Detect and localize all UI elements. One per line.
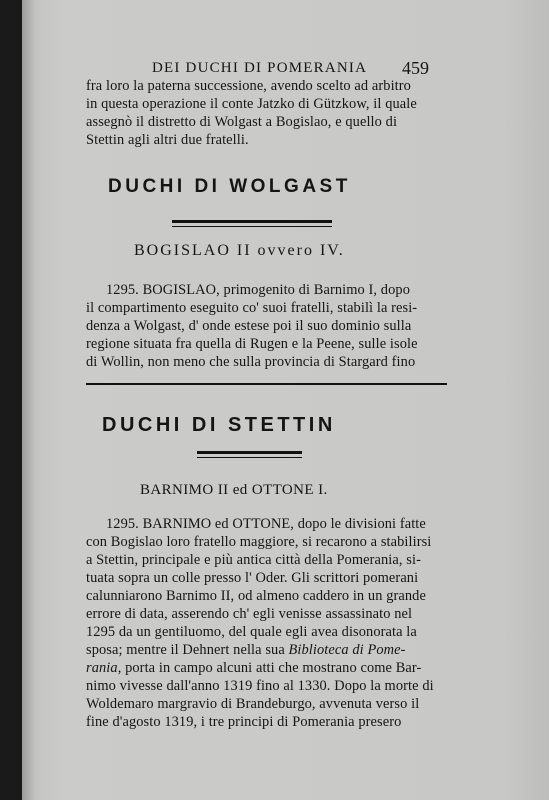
- text-line: 1295 da un gentiluomo, del quale egli avea disonorata la: [86, 624, 417, 640]
- book-page: [22, 0, 549, 800]
- text-line: [86, 642, 406, 659]
- running-title: DEI DUCHI DI POMERANIA: [152, 60, 368, 76]
- double-rule: [197, 451, 302, 454]
- text-line: assegnò il distretto di Wolgast a Bogislao, e quello di: [86, 114, 398, 130]
- text-line: in questa operazione il conte Jatzko di Gützkow, il quale: [86, 96, 417, 112]
- text-line: errore di data, asserendo ch' egli venisse assassinato nel: [86, 606, 413, 622]
- text-line: denza a Wolgast, d' onde estese poi il suo dominio sulla: [86, 318, 412, 334]
- text-line: tuata sopra un colle presso l' Oder. Gli scrittori pomerani: [86, 570, 419, 586]
- text-line: con Bogislao loro fratello maggiore, si recarono a stabilirsi: [86, 534, 432, 550]
- section-divider: [86, 383, 447, 385]
- text-line: fine d'agosto 1319, i tre principi di Pomerania presero: [86, 714, 402, 730]
- text-span: , porta in campo alcuni atti che mostrano come Bar-: [117, 660, 422, 676]
- section-subtitle: BARNIMO II ed OTTONE I.: [140, 482, 328, 498]
- section-title: DUCHI DI STETTIN: [102, 414, 336, 436]
- section-subtitle: BOGISLAO II ovvero IV.: [134, 242, 345, 259]
- text-line: 1295. BARNIMO ed OTTONE, dopo le divisioni fatte: [106, 516, 426, 532]
- text-line: di Wollin, non meno che sulla provincia di Stargard fino: [86, 354, 416, 370]
- text-line: nimo vivesse dall'anno 1319 fino al 1330. Dopo la morte di: [86, 678, 434, 694]
- text-line: [86, 660, 421, 677]
- book-title-italic: Biblioteca di Pome-: [288, 642, 406, 658]
- text-line: a Stettin, principale e più antica città della Pomerania, si-: [86, 552, 421, 568]
- text-span: sposa; mentre il Dehnert nella sua: [86, 642, 289, 658]
- text-line: calunniarono Barnimo II, od almeno caddero in un grande: [86, 588, 426, 604]
- text-line: Woldemaro margravio di Brandeburgo, avvenuta verso il: [86, 696, 420, 712]
- double-rule: [172, 220, 332, 223]
- text-line: regione situata fra quella di Rugen e la Peene, sulle isole: [86, 336, 418, 352]
- page-number: 459: [402, 58, 429, 78]
- double-rule: [172, 226, 332, 227]
- double-rule: [197, 457, 302, 458]
- text-line: Stettin agli altri due fratelli.: [86, 132, 249, 148]
- section-title: DUCHI DI WOLGAST: [108, 176, 351, 197]
- text-line: fra loro la paterna successione, avendo scelto ad arbitro: [86, 78, 411, 94]
- book-title-italic: rania: [86, 660, 118, 676]
- text-line: il compartimento eseguito co' suoi fratelli, stabilì la resi-: [86, 300, 418, 316]
- text-line: 1295. BOGISLAO, primogenito di Barnimo I, dopo: [106, 282, 410, 298]
